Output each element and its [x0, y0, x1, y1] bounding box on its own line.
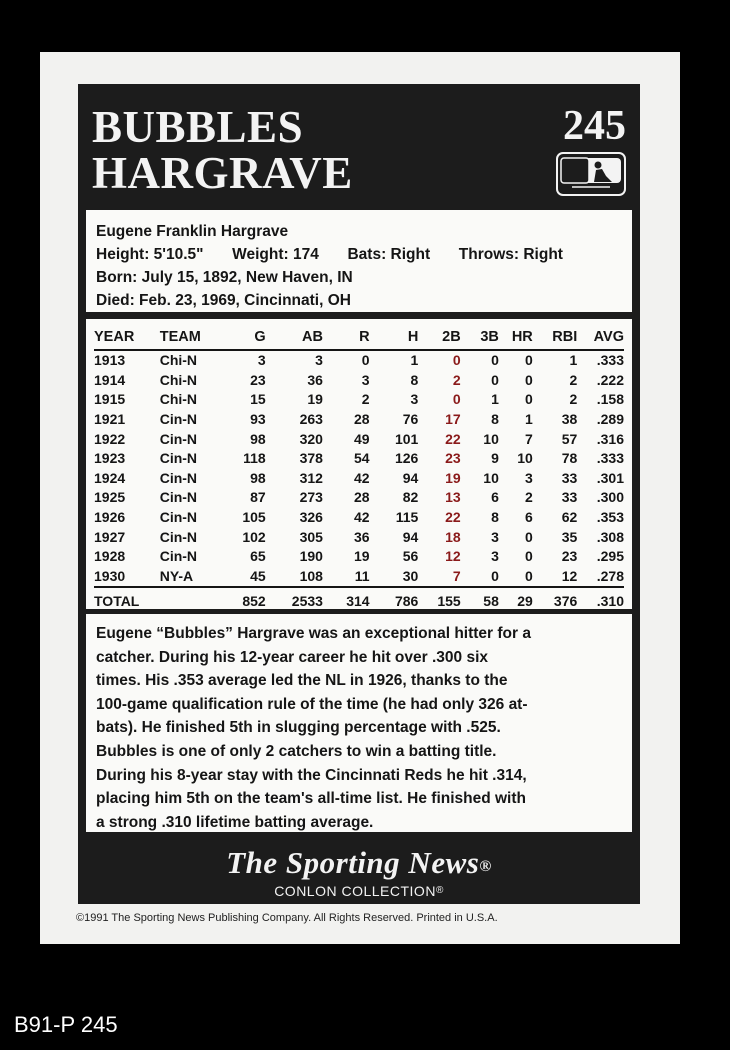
table-row: [94, 547, 624, 567]
bio-line: a strong .310 lifetime batting average.: [96, 813, 374, 831]
stats-cell: 22: [445, 509, 461, 526]
stats-cell: 65: [250, 548, 266, 565]
bio-line: times. His .353 average led the NL in 1926, thanks to the: [96, 672, 508, 690]
stats-cell: 9: [491, 450, 499, 467]
table-row: [94, 527, 624, 547]
stats-cell: 2: [524, 489, 533, 506]
stats-cell: 3: [257, 352, 266, 369]
player-last-name: HARGRAVE: [92, 148, 353, 198]
physical-stats-row: [96, 243, 622, 266]
stats-cell: 10: [517, 450, 533, 467]
stats-cell: 3: [491, 528, 499, 545]
bio-line: catcher. During his 12-year career he hit over .300 six: [96, 648, 489, 666]
stats-cell: 0: [491, 352, 499, 369]
stats-cell: 98: [250, 469, 266, 486]
stats-cell: 23: [445, 450, 461, 467]
stats-cell: 93: [250, 411, 266, 428]
stats-cell: 126: [394, 450, 419, 467]
stats-header-cell: RBI: [533, 325, 578, 350]
stats-cell: 78: [561, 450, 578, 467]
bio-info-panel: [86, 210, 632, 312]
stats-cell: 305: [299, 528, 323, 545]
stats-total-cell: 58: [461, 587, 499, 614]
table-row: [94, 429, 624, 449]
stats-cell: 23: [561, 548, 578, 565]
weight-text: Weight: 174: [232, 246, 319, 263]
table-row: [94, 488, 624, 508]
stats-header-cell: 3B: [461, 325, 499, 350]
table-row: [94, 371, 624, 391]
stats-cell: 378: [299, 450, 323, 467]
stats-cell: 36: [353, 528, 370, 545]
stats-table: [94, 325, 624, 614]
stats-cell: 33: [561, 469, 578, 486]
stats-total-cell: 29: [499, 587, 533, 614]
stats-cell: 1: [569, 352, 578, 369]
stats-cell: 45: [250, 567, 266, 584]
collection-registered-mark: ®: [435, 885, 444, 896]
scan-label: B91-P 245: [14, 1012, 118, 1037]
stats-cell: 28: [353, 411, 370, 428]
stats-cell: 0: [361, 352, 370, 369]
stats-cell: 190: [299, 548, 323, 565]
died-text: Died: Feb. 23, 1969, Cincinnati, OH: [96, 292, 351, 309]
stats-cell: 108: [299, 567, 323, 584]
bio-line: During his 8-year stay with the Cincinnati Reds he hit .314,: [96, 766, 527, 784]
throws-text: Throws: Right: [458, 246, 563, 263]
stats-cell: 12: [561, 567, 578, 584]
stats-cell: .278: [596, 567, 624, 584]
stats-total-cell: 2533: [266, 587, 323, 614]
stats-cell: .333: [596, 352, 624, 369]
stats-cell: 36: [307, 371, 323, 388]
stats-cell: 0: [452, 391, 461, 408]
stats-cell: 0: [491, 371, 499, 388]
table-row: [94, 449, 624, 469]
stats-cell: 57: [561, 430, 578, 447]
stats-header-row: [94, 325, 624, 350]
stats-cell: 11: [354, 567, 370, 584]
height-text: Height: 5'10.5": [96, 246, 204, 263]
stats-header-cell: AVG: [577, 325, 624, 350]
baseball-card: [40, 52, 680, 944]
bio-line: Eugene “Bubbles” Hargrave was an exceptional hitter for a: [96, 625, 531, 642]
player-name: [92, 104, 353, 196]
bio-line: Bubbles is one of only 2 catchers to win a batting title.: [96, 742, 497, 760]
stats-cell: 94: [402, 528, 419, 545]
table-row: [94, 390, 624, 410]
table-row: [94, 508, 624, 528]
stats-cell: .301: [596, 469, 624, 486]
stats-cell: 2: [569, 391, 578, 408]
stats-cell: 0: [452, 352, 461, 369]
stats-cell: .333: [596, 450, 624, 467]
stats-cell: 115: [395, 509, 419, 526]
stats-cell: 101: [394, 430, 419, 447]
stats-header-cell: H: [370, 325, 419, 350]
stats-cell: 33: [561, 489, 578, 506]
stats-cell: Chi-N: [159, 371, 198, 388]
stats-cell: Cin-N: [159, 509, 198, 526]
stats-cell: .308: [596, 528, 624, 545]
stats-cell: 1926: [94, 509, 126, 526]
stats-cell: 118: [243, 450, 266, 467]
stats-cell: 2: [452, 371, 461, 388]
stats-cell: 76: [402, 411, 419, 428]
stats-cell: 1924: [94, 469, 126, 486]
stats-cell: NY-A: [159, 567, 194, 584]
stats-cell: .300: [596, 489, 624, 506]
stats-body: [94, 350, 624, 614]
stats-header-cell: R: [323, 325, 370, 350]
stats-cell: 1921: [94, 411, 126, 428]
stats-cell: 1914: [94, 371, 126, 388]
mlb-logo-graphic: [558, 154, 624, 194]
mlb-logo-icon: [556, 152, 626, 196]
stats-cell: 98: [250, 430, 266, 447]
collection-name: [78, 882, 640, 900]
stats-total-cell: 376: [533, 587, 578, 614]
card-frame: [78, 84, 640, 904]
table-total-row: [94, 587, 624, 614]
table-row: [94, 567, 624, 588]
stats-cell: 326: [299, 509, 323, 526]
stats-cell: 19: [307, 391, 323, 408]
stats-cell: 28: [353, 489, 370, 506]
stats-cell: 38: [561, 411, 578, 428]
card-number: 245: [563, 103, 626, 149]
table-row: [94, 410, 624, 430]
stats-cell: 7: [524, 430, 533, 447]
stats-cell: 1913: [94, 352, 126, 369]
stats-cell: 15: [250, 391, 266, 408]
stats-cell: 3: [524, 469, 533, 486]
stats-cell: .353: [596, 509, 624, 526]
stats-cell: 35: [561, 528, 578, 545]
stats-header-cell: G: [221, 325, 266, 350]
stats-cell: .289: [596, 411, 624, 428]
stats-cell: 2: [569, 371, 578, 388]
stats-cell: 2: [361, 391, 370, 408]
stats-cell: 3: [491, 548, 499, 565]
stats-cell: 18: [445, 528, 461, 545]
stats-cell: 62: [561, 509, 578, 526]
stats-cell: Cin-N: [159, 450, 198, 467]
stats-cell: 102: [242, 528, 266, 545]
stats-cell: Cin-N: [159, 430, 198, 447]
stats-total-cell: 786: [370, 587, 419, 614]
stats-cell: 1: [410, 352, 419, 369]
stats-total-cell: 155: [418, 587, 460, 614]
copyright-text: ©1991 The Sporting News Publishing Company. All Rights Reserved. Printed in U.S.A.: [76, 912, 498, 924]
stats-cell: 263: [299, 411, 323, 428]
stats-cell: 12: [445, 548, 461, 565]
table-row: [94, 469, 624, 489]
stats-cell: 0: [524, 391, 533, 408]
stats-total-cell: [160, 587, 221, 614]
stats-cell: 1915: [94, 391, 126, 408]
stats-cell: 42: [353, 509, 370, 526]
stats-cell: Cin-N: [159, 411, 198, 428]
stats-header-cell: 2B: [418, 325, 460, 350]
stats-cell: 56: [402, 548, 419, 565]
stats-cell: 0: [524, 371, 533, 388]
stats-total-cell: TOTAL: [94, 587, 160, 614]
player-first-name: BUBBLES: [92, 102, 304, 152]
bats-text: Bats: Right: [347, 246, 431, 263]
stats-cell: 1925: [94, 489, 126, 506]
stats-cell: Cin-N: [159, 489, 198, 506]
stats-cell: .222: [596, 371, 624, 388]
registered-mark: ®: [479, 858, 492, 875]
stats-cell: 1923: [94, 450, 126, 467]
stats-cell: 320: [299, 430, 323, 447]
bio-line: bats). He finished 5th in slugging percentage with .525.: [96, 719, 501, 737]
stats-cell: 3: [361, 371, 370, 388]
stats-cell: Cin-N: [159, 528, 198, 545]
collection-text: CONLON COLLECTION: [274, 883, 436, 899]
stats-cell: 30: [402, 567, 419, 584]
bio-text-panel: [86, 614, 632, 832]
stats-cell: .158: [596, 391, 624, 408]
stats-cell: 8: [491, 411, 499, 428]
stats-cell: 22: [445, 430, 461, 447]
brand-block: [78, 846, 640, 900]
stats-cell: 0: [491, 567, 499, 584]
stats-cell: 273: [299, 489, 323, 506]
stats-cell: 7: [452, 567, 461, 584]
stats-header-cell: HR: [499, 325, 533, 350]
born-text: Born: July 15, 1892, New Haven, IN: [96, 269, 353, 286]
stats-cell: .316: [596, 430, 624, 447]
stats-total-cell: 314: [323, 587, 370, 614]
stats-cell: 23: [250, 371, 266, 388]
sporting-news-logo: [78, 846, 640, 880]
stats-header-cell: TEAM: [160, 325, 221, 350]
stats-cell: 6: [491, 489, 499, 506]
full-name: Eugene Franklin Hargrave: [96, 223, 289, 240]
stats-cell: 8: [410, 371, 419, 388]
stats-cell: 17: [445, 411, 461, 428]
stats-cell: 10: [483, 469, 499, 486]
stats-cell: 1927: [94, 528, 126, 545]
stats-cell: Cin-N: [159, 469, 198, 486]
bio-line: placing him 5th on the team's all-time list. He finished with: [96, 790, 526, 808]
stats-cell: 105: [242, 509, 266, 526]
stats-cell: 3: [315, 352, 323, 369]
stats-cell: 1930: [94, 567, 126, 584]
stats-header-cell: YEAR: [94, 325, 160, 350]
stats-cell: 0: [524, 352, 533, 369]
stats-header-cell: AB: [266, 325, 323, 350]
stats-cell: 0: [524, 567, 533, 584]
stats-cell: Chi-N: [159, 352, 198, 369]
stats-cell: 1: [491, 391, 499, 408]
stats-cell: 54: [353, 450, 370, 467]
stats-cell: Cin-N: [159, 548, 198, 565]
table-row: [94, 350, 624, 371]
stats-cell: 19: [353, 548, 370, 565]
stats-cell: 0: [524, 528, 533, 545]
stats-cell: 6: [524, 509, 533, 526]
stats-cell: 19: [445, 469, 461, 486]
bio-line: 100-game qualification rule of the time (he had only 326 at-: [96, 695, 528, 713]
stats-cell: Chi-N: [159, 391, 198, 408]
stats-total-cell: .310: [577, 587, 624, 614]
stats-cell: 87: [250, 489, 266, 506]
stats-cell: 1928: [94, 548, 126, 565]
stats-cell: 0: [524, 548, 533, 565]
stats-cell: 82: [402, 489, 419, 506]
stats-total-cell: 852: [221, 587, 266, 614]
stats-cell: 94: [402, 469, 419, 486]
stats-cell: .295: [596, 548, 624, 565]
stats-cell: 3: [410, 391, 419, 408]
stats-cell: 42: [353, 469, 370, 486]
stats-cell: 49: [353, 430, 370, 447]
stats-cell: 13: [445, 489, 461, 506]
stats-cell: 1: [524, 411, 533, 428]
stats-cell: 10: [483, 430, 499, 447]
publisher-name: The Sporting News: [226, 845, 480, 880]
stats-panel: [86, 319, 632, 609]
stats-cell: 8: [491, 509, 499, 526]
stats-cell: 312: [299, 469, 323, 486]
stats-cell: 1922: [94, 430, 126, 447]
